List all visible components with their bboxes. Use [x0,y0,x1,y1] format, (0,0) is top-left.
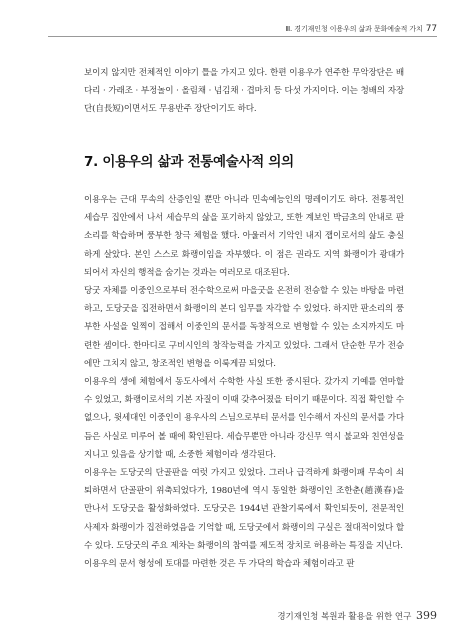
running-header-title: Ⅲ. 경기재인청 이용우의 삶과 문화예술적 가치 [285,25,423,33]
body-paragraph: 이용우는 근대 무속의 산증인일 뿐만 아니라 민속예능인의 명레이기도 하다. 전통적인 세습무 집안에서 나서 세습무의 삶을 포기하지 않았고, 또한 계보인 박금초의 안내로 판소리를 학습하며 풍부한 창극 체험을 했다. 아울러서 기악인 내지 잽이로서의 삶도 충실하게 살았다. 본인 스스로 화랭이임을 자부했다. 이 점은 권라도 지역 화랭이가 광대가 되어서 자신의 행적을 숨기는 것과는 여러모로 대조된다. [84,195,404,278]
body-paragraph: 당굿 자체를 이중인으로부터 전수학으로써 마을굿을 온전히 전승할 수 있는 바탕을 마련하고, 도당굿을 집전하면서 화랭이의 본디 임무를 자각할 수 있었다. 하지만 판소리의 풍부한 사설을 일찍이 접해서 이중인의 문서를 독창적으로 변형할 수 있는 소지까지도 마련한 셈이다. 한마디로 구비시인의 창작능력을 가지고 있었다. 그래서 단순한 무가 전승에만 그치지 않고, 창조적인 변형을 이룩게끔 되었다. [84,286,404,369]
running-header [285,24,437,34]
body-paragraph: 이용우의 문서 형성에 토대를 마련한 것은 두 가닥의 학습과 체험이라고 판 [84,559,355,570]
body-paragraph: 이용우는 도당굿의 단골판을 여럿 가지고 있었다. 그러나 급격하게 화랭이패 무속이 쇠퇴하면서 단골판이 위축되었다가, 1980년에 역시 동일한 화랭이인 조한춘(趙漢春)을 만나서 도당굿을 활성화하였다. 도당굿은 1944년 관찰기록에서 확인되듯이, 전문적인 사제자 화랭이가 집전하였음을 기억할 때, 도당굿에서 화랭이의 구실은 절대적이었다 할 수 있다. 도당굿의 주요 제차는 화랭이의 참여를 제도적 장치로 허용하는 특징을 지닌다. [84,468,404,551]
running-header-page-number: 77 [425,24,437,34]
footer-page-number: 399 [416,609,437,622]
intro-paragraph: 보이지 않지만 전체적인 이야기 틀을 가지고 있다. 한편 이용우가 연주한 무악장단은 배다리 · 가래조 · 부정놀이 · 올림채 · 넘김채 · 겹마치 등 다섯 가지이다. 이는 청배의 자장단(自長短)이면서도 무용반주 장단이기도 하다. [84,68,404,115]
body-paragraph: 이용우의 생에 체험에서 동도사에서 수학한 사실 또한 중시된다. 갔가지 기예를 연마할 수 있었고, 화랭이로서의 기본 자질이 이때 갖추어졌을 터이기 때문이다. 직접 확인할 수 없으나, 윗세대인 이중인이 용우사의 스님으로부터 문서를 인수해서 자신의 문서를 가다듬은 사실로 미루어 볼 때에 확인된다. 세습무뿐만 아니라 강신무 역시 불교와 친연성을 지니고 있음을 상기할 때, 소중한 체험이라 생각된다. [84,377,404,460]
page-footer [277,609,437,622]
intro-text-block [84,64,404,119]
section-heading: 7. 이용우의 삶과 전통예술사적 의의 [84,154,294,170]
footer-publication-title: 경기재인청 복원과 활용을 위한 연구 [277,612,412,622]
header-divider [48,36,437,37]
section-body [84,191,404,573]
